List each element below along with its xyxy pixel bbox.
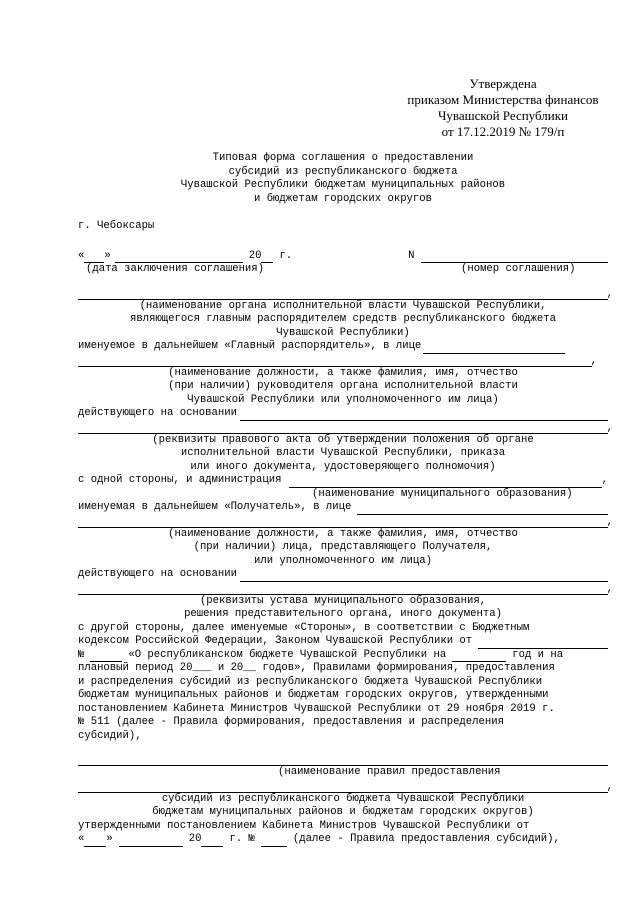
date-number-captions xyxy=(78,263,608,277)
rules-name-field-cont[interactable]: , xyxy=(78,780,608,793)
recipient-basis-field-cont[interactable]: , xyxy=(78,582,608,595)
title-line-1: Типовая форма соглашения о предоставлении xyxy=(212,152,474,164)
approval-line-4: от 17.12.2019 № 179/п xyxy=(441,124,565,139)
paragraph-line-7: постановлением Кабинета Министров Чувашской Республики от 29 ноября 2019 г. xyxy=(78,702,555,715)
legal-act-caption-1: (реквизиты правового акта об утверждении положения об органе xyxy=(152,433,534,446)
rules-name-field[interactable] xyxy=(78,753,608,766)
municipality-caption: (наименование муниципального образования) xyxy=(312,487,573,500)
agreement-body xyxy=(78,220,613,847)
rules-line-2: « » 20 г. № (далее - Правила предоставления субсидий), xyxy=(78,833,560,845)
paragraph-line-4: плановый период 20___ и 20__ годов», Правилами формирования, предоставления xyxy=(78,662,555,674)
date-caption: (дата заключения соглашения) xyxy=(86,263,265,275)
head-basis-field-cont[interactable]: , xyxy=(78,421,608,434)
recipient-acting-line: действующего на основании xyxy=(78,568,608,582)
paragraph-line-8: № 511 (далее - Правила формирования, предоставления и распределения xyxy=(78,716,504,728)
recipient-basis-field[interactable] xyxy=(240,571,608,582)
approval-line-2: приказом Министерства финансов xyxy=(407,92,599,107)
paragraph-line-1: с другой стороны, далее именуемые «Стороны», в соответствии с Бюджетным xyxy=(78,621,530,634)
head-person-caption-1: (наименование должности, а также фамилия, имя, отчество xyxy=(168,366,518,379)
recipient-person-field[interactable] xyxy=(357,504,608,515)
title-line-3: Чувашской Республики бюджетам муниципальных районов xyxy=(180,179,506,191)
year-field[interactable] xyxy=(261,252,273,263)
agreement-number-field[interactable] xyxy=(421,252,608,263)
approval-line-1: Утверждена xyxy=(469,76,537,91)
head-person-field-cont[interactable]: , xyxy=(78,354,592,367)
legal-act-caption-3: или иного документа, удостоверяющего полномочия) xyxy=(190,460,496,473)
authority-caption-1: (наименование органа исполнительной власти Чувашской Республики, xyxy=(139,299,547,312)
recipient-person-field-cont[interactable]: , xyxy=(78,515,608,528)
rules-day-field[interactable] xyxy=(84,836,106,847)
date-number-line: « » 20 г. N xyxy=(78,250,608,264)
charter-caption-2: решения представительного органа, иного документа) xyxy=(184,608,502,620)
paragraph-line-9: субсидий), xyxy=(78,729,142,742)
municipality-field[interactable] xyxy=(289,477,601,488)
head-person-caption-2: (при наличии) руководителя органа исполнительной власти xyxy=(168,380,518,392)
recipient-caption-1: (наименование должности, а также фамилия, имя, отчество xyxy=(168,527,518,540)
budget-year-field[interactable] xyxy=(452,651,506,662)
authority-caption-3: Чувашской Республики) xyxy=(276,326,410,339)
day-field[interactable] xyxy=(84,252,104,263)
city: г. Чебоксары xyxy=(78,220,155,232)
authority-name-field[interactable]: , xyxy=(78,287,608,300)
paragraph-line-6: бюджетам муниципальных районов и бюджетам городских округов, утвержденными xyxy=(78,689,549,701)
law-number-field[interactable] xyxy=(90,651,122,662)
authority-named-line: именуемое в дальнейшем «Главный распорядитель», в лице xyxy=(78,340,608,354)
paragraph-line-2: кодексом Российской Федерации, Законом Чувашской Республики от xyxy=(78,635,608,649)
recipient-named-line: именуемая в дальнейшем «Получатель», в лице xyxy=(78,501,608,515)
head-person-field[interactable] xyxy=(423,343,565,354)
head-basis-field[interactable] xyxy=(240,410,608,421)
paragraph-line-3: № «О республиканском бюджете Чувашской Республики на год и на xyxy=(78,648,564,661)
charter-caption-1: (реквизиты устава муниципального образования, xyxy=(199,594,487,607)
approval-stamp xyxy=(380,76,626,140)
approval-line-3: Чувашской Республики xyxy=(437,108,569,123)
head-person-caption-3: Чувашской Республики или уполномоченного им лица) xyxy=(187,393,499,406)
rules-caption-1: (наименование правил предоставления xyxy=(278,766,501,778)
number-caption: (номер соглашения) xyxy=(461,263,576,275)
head-acting-line: действующего на основании xyxy=(78,407,608,421)
recipient-caption-3: или уполномоченного им лица) xyxy=(253,554,432,567)
rules-year-field[interactable] xyxy=(201,836,223,847)
rules-line-1: утвержденными постановлением Кабинета Министров Чувашской Республики от xyxy=(78,819,530,832)
rules-caption-3: бюджетам муниципальных районов и бюджетам городских округов) xyxy=(152,806,534,818)
title-line-4: и бюджетам городских округов xyxy=(253,192,432,205)
rules-number-field[interactable] xyxy=(261,836,287,847)
law-date-field[interactable] xyxy=(478,638,608,649)
paragraph-line-5: и распределения субсидий из республиканского бюджета Чувашской Республики xyxy=(78,675,543,688)
authority-caption-2: являющегося главным распорядителем средств республиканского бюджета xyxy=(130,313,556,325)
form-title xyxy=(78,152,608,206)
rules-month-field[interactable] xyxy=(119,836,183,847)
month-field[interactable] xyxy=(115,252,243,263)
title-line-2: субсидий из республиканского бюджета xyxy=(228,165,458,178)
rules-caption-2: субсидий из республиканского бюджета Чувашской Республики xyxy=(161,792,525,805)
recipient-caption-2: (при наличии) лица, представляющего Получателя, xyxy=(193,541,493,553)
legal-act-caption-2: исполнительной власти Чувашской Республики, приказа xyxy=(180,447,506,459)
one-side-line: с одной стороны, и администрация , xyxy=(78,474,608,486)
